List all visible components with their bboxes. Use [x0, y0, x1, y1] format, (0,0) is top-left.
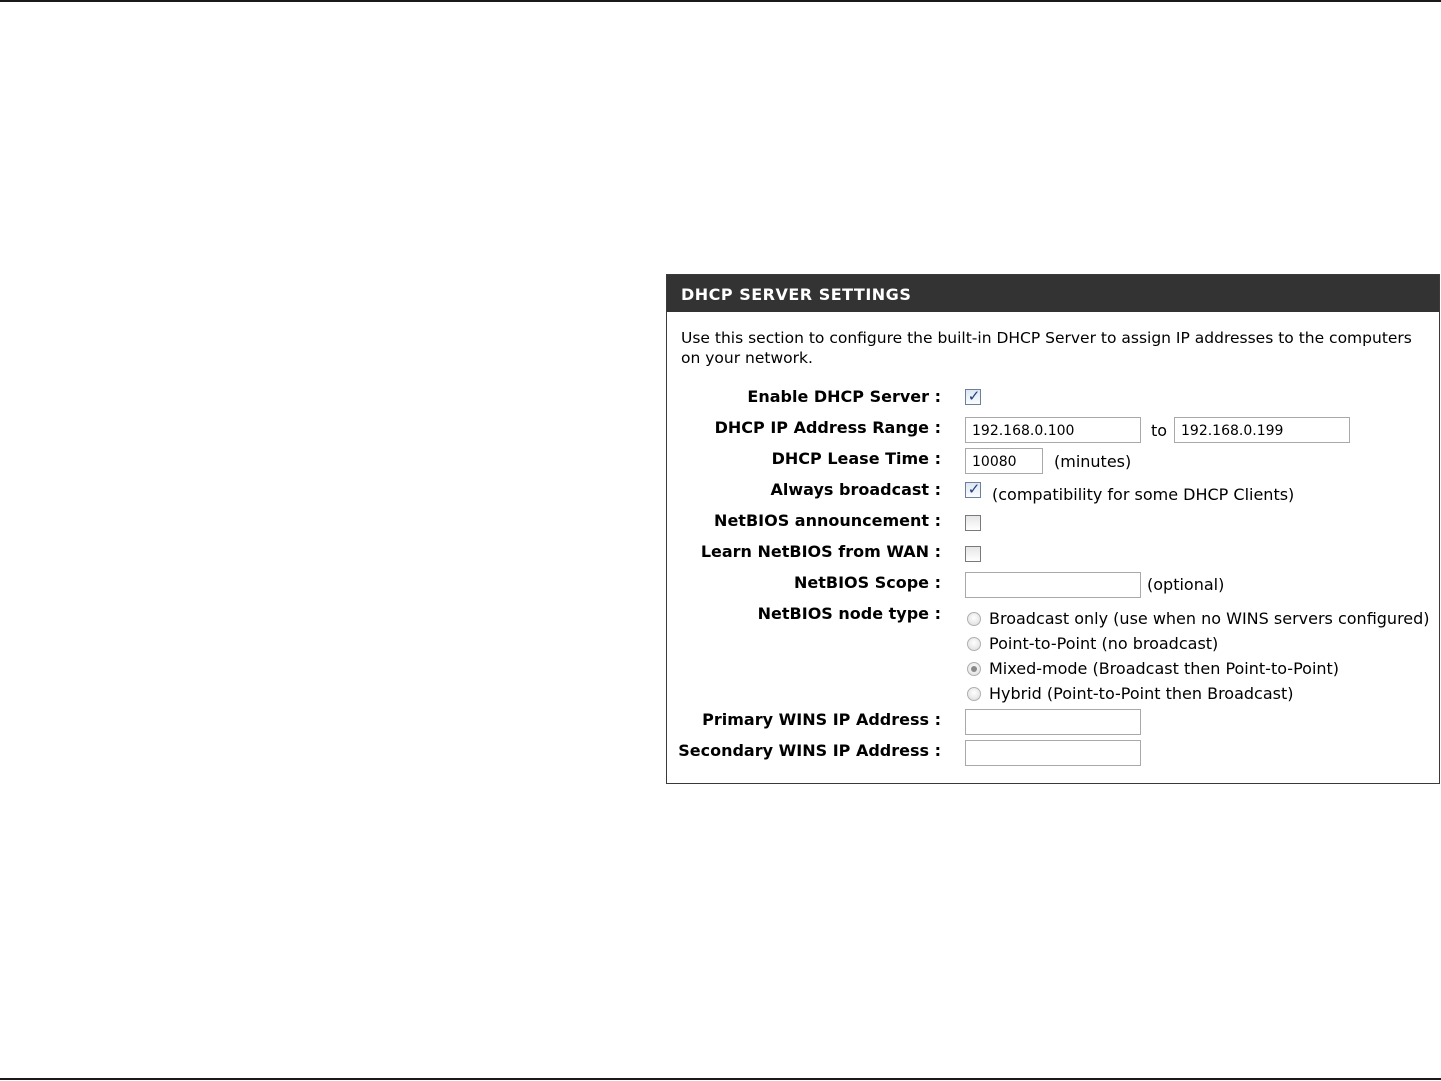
check-mark-icon: ✓	[967, 480, 981, 498]
netbios-announcement-row	[667, 510, 1439, 540]
lease-time-unit: (minutes)	[1054, 452, 1132, 471]
node-type-radio[interactable]	[967, 637, 981, 651]
learn-netbios-wan-checkbox[interactable]	[965, 546, 981, 562]
netbios-scope-note: (optional)	[1147, 575, 1225, 594]
bottom-rule	[0, 1078, 1441, 1080]
enable-dhcp-row	[667, 386, 1439, 416]
top-rule	[0, 0, 1441, 2]
node-type-option[interactable]	[965, 609, 1435, 633]
learn-netbios-wan-row	[667, 541, 1439, 571]
primary-wins-row	[667, 709, 1439, 739]
always-broadcast-checkbox[interactable]	[965, 482, 981, 498]
node-type-option-label: Mixed-mode (Broadcast then Point-to-Point)	[989, 659, 1340, 678]
enable-dhcp-checkbox[interactable]	[965, 389, 981, 405]
enable-dhcp-label: Enable DHCP Server :	[747, 387, 941, 406]
node-type-option[interactable]	[965, 659, 1435, 683]
always-broadcast-label: Always broadcast :	[770, 480, 941, 499]
ip-range-end-input[interactable]: 192.168.0.199	[1174, 417, 1350, 443]
node-type-option[interactable]	[965, 634, 1435, 658]
learn-netbios-wan-label: Learn NetBIOS from WAN :	[700, 542, 941, 561]
netbios-scope-label: NetBIOS Scope :	[793, 573, 941, 592]
ip-range-to-label: to	[1151, 421, 1168, 440]
node-type-option[interactable]	[965, 684, 1435, 708]
secondary-wins-row	[667, 740, 1439, 770]
node-type-radio[interactable]	[967, 687, 981, 701]
section-description: Use this section to configure the built-in DHCP Server to assign IP addresses to the computers on your network.	[681, 329, 1412, 367]
secondary-wins-label: Secondary WINS IP Address :	[678, 741, 941, 760]
always-broadcast-note: (compatibility for some DHCP Clients)	[992, 485, 1295, 504]
netbios-node-type-label: NetBIOS node type :	[757, 604, 941, 623]
lease-time-input[interactable]: 10080	[965, 448, 1043, 474]
ip-range-row	[667, 417, 1439, 447]
node-type-radio[interactable]	[967, 612, 981, 626]
lease-time-row	[667, 448, 1439, 478]
netbios-node-type-row	[667, 603, 1439, 713]
netbios-scope-row	[667, 572, 1439, 602]
secondary-wins-input[interactable]	[965, 740, 1141, 766]
node-type-option-label: Broadcast only (use when no WINS servers configured)	[989, 609, 1430, 628]
ip-range-label: DHCP IP Address Range :	[714, 418, 941, 437]
node-type-option-label: Hybrid (Point-to-Point then Broadcast)	[989, 684, 1294, 703]
dhcp-server-settings-panel	[666, 274, 1440, 784]
lease-time-label: DHCP Lease Time :	[771, 449, 941, 468]
always-broadcast-row	[667, 479, 1439, 509]
primary-wins-input[interactable]	[965, 709, 1141, 735]
netbios-announcement-checkbox[interactable]	[965, 515, 981, 531]
node-type-option-label: Point-to-Point (no broadcast)	[989, 634, 1219, 653]
node-type-radio[interactable]	[967, 662, 981, 676]
primary-wins-label: Primary WINS IP Address :	[702, 710, 941, 729]
netbios-scope-input[interactable]	[965, 572, 1141, 598]
ip-range-start-input[interactable]: 192.168.0.100	[965, 417, 1141, 443]
netbios-announcement-label: NetBIOS announcement :	[714, 511, 941, 530]
check-mark-icon: ✓	[967, 387, 981, 405]
section-title: DHCP SERVER SETTINGS	[667, 275, 1439, 312]
